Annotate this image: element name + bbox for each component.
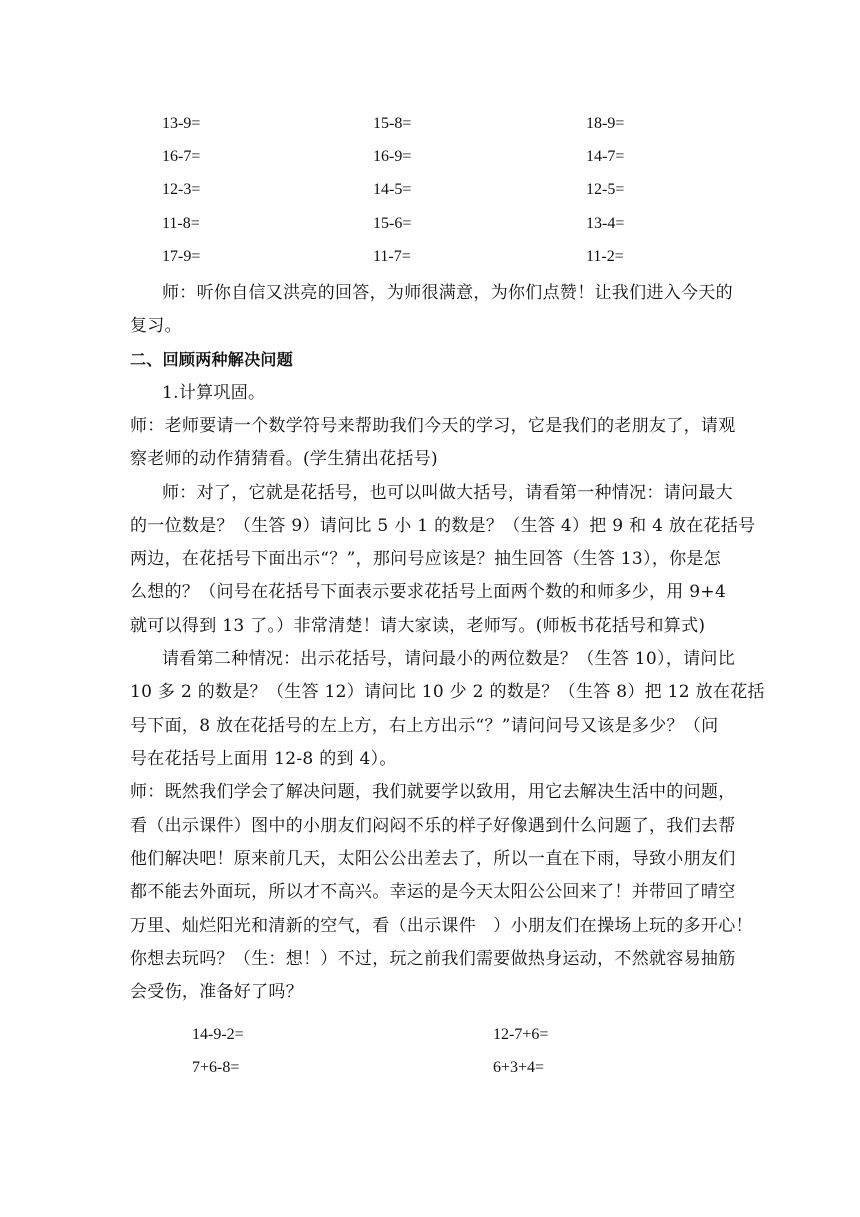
equation: 11-7= bbox=[373, 248, 411, 265]
equation: 13-9= bbox=[162, 115, 201, 132]
equation: 15-8= bbox=[373, 115, 412, 132]
text-line: 师：对了，它就是花括号，也可以叫做大括号，请看第一种情况：请问最大 bbox=[162, 483, 733, 503]
equation: 6+3+4= bbox=[493, 1059, 545, 1076]
text-line: 会受伤，准备好了吗？ bbox=[130, 982, 303, 1002]
equation: 11-8= bbox=[162, 215, 200, 232]
text-line: 么想的？（问号在花括号下面表示要求花括号上面两个数的和师多少，用 9+4 bbox=[130, 582, 727, 602]
equation: 14-9-2= bbox=[192, 1026, 244, 1043]
text-line: 复习。 bbox=[130, 316, 182, 336]
equation: 12-7+6= bbox=[493, 1026, 549, 1043]
equation: 12-5= bbox=[586, 181, 625, 198]
text-line: 号下面，8 放在花括号的左上方，右上方出示“？”请问问号又该是多少？（问 bbox=[130, 716, 719, 736]
equation: 17-9= bbox=[162, 248, 201, 265]
text-line: 察老师的动作猜猜看。(学生猜出花括号) bbox=[130, 449, 438, 469]
equation: 18-9= bbox=[586, 115, 625, 132]
text-line: 都不能去外面玩，所以才不高兴。幸运的是今天太阳公公回来了！并带回了晴空 bbox=[130, 882, 736, 902]
text-line: 师：听你自信又洪亮的回答，为师很满意，为你们点赞！让我们进入今天的 bbox=[162, 283, 733, 303]
equation: 14-5= bbox=[373, 181, 412, 198]
text-line: 师：既然我们学会了解决问题，我们就要学以致用，用它去解决生活中的问题， bbox=[130, 782, 736, 802]
subheading: 1.计算巩固。 bbox=[162, 383, 266, 403]
equation: 14-7= bbox=[586, 148, 625, 165]
text-line: 就可以得到 13 了。）非常清楚！请大家读，老师写。(师板书花括号和算式) bbox=[130, 616, 706, 636]
text-line: 的一位数是？（生答 9）请问比 5 小 1 的数是？（生答 4）把 9 和 4 放在花括号 bbox=[130, 516, 756, 536]
text-line: 师：老师要请一个数学符号来帮助我们今天的学习，它是我们的老朋友了，请观 bbox=[130, 416, 736, 436]
section-heading: 二、回顾两种解决问题 bbox=[130, 350, 294, 369]
equation: 15-6= bbox=[373, 215, 412, 232]
equation: 11-2= bbox=[586, 248, 624, 265]
text-line: 两边，在花括号下面出示“？”，那问号应该是？抽生回答（生答 13），你是怎 bbox=[130, 549, 722, 569]
text-line: 你想去玩吗？（生：想！）不过，玩之前我们需要做热身运动，不然就容易抽筋 bbox=[130, 949, 736, 969]
text-line: 请看第二种情况：出示花括号，请问最小的两位数是？（生答 10），请问比 bbox=[162, 649, 736, 669]
equation: 7+6-8= bbox=[192, 1059, 240, 1076]
text-line: 他们解决吧！原来前几天，太阳公公出差去了，所以一直在下雨，导致小朋友们 bbox=[130, 849, 736, 869]
text-line: 万里、灿烂阳光和清新的空气，看（出示课件 ）小朋友们在操场上玩的多开心！ bbox=[130, 916, 753, 936]
equation: 12-3= bbox=[162, 181, 201, 198]
equation: 16-7= bbox=[162, 148, 201, 165]
equation: 16-9= bbox=[373, 148, 412, 165]
text-line: 10 多 2 的数是？（生答 12）请问比 10 少 2 的数是？（生答 8）把 12 放在花括 bbox=[130, 682, 765, 702]
text-line: 看（出示课件）图中的小朋友们闷闷不乐的样子好像遇到什么问题了，我们去帮 bbox=[130, 816, 736, 836]
text-line: 号在花括号上面用 12-8 的到 4）。 bbox=[130, 749, 397, 769]
equation: 13-4= bbox=[586, 215, 625, 232]
